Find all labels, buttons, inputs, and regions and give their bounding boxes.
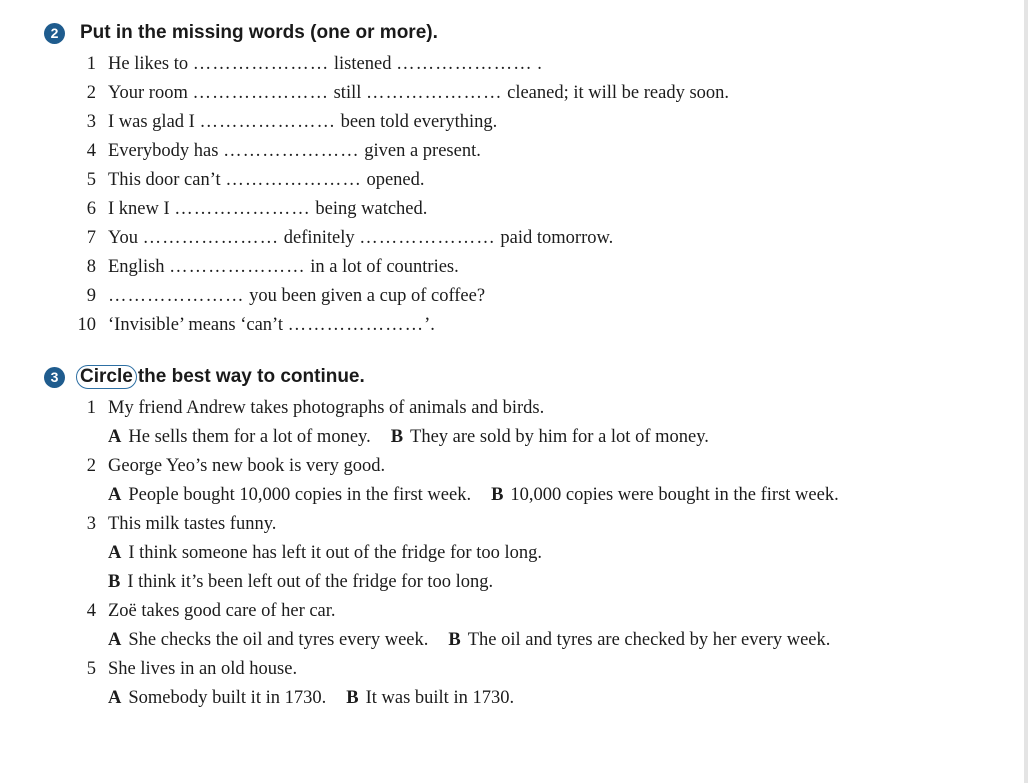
exercise-2-header	[0, 18, 1028, 50]
gapfill-item	[0, 137, 1028, 166]
exercise-3-header	[0, 362, 1028, 394]
sentence-fragment: in a lot of countries.	[305, 257, 459, 277]
sentence-fragment: definitely	[279, 228, 360, 248]
option-letter: A	[108, 485, 122, 505]
sentence-fragment: ’.	[424, 315, 435, 335]
question-prompt: This milk tastes funny.	[108, 514, 277, 534]
answer-option-a[interactable]	[108, 630, 428, 650]
sentence-fragment: Everybody has	[108, 141, 224, 161]
answer-option-b[interactable]	[391, 427, 709, 447]
sentence-fragment: I was glad I	[108, 112, 200, 132]
item-sentence	[108, 50, 542, 79]
sentence-fragment: opened.	[361, 170, 425, 190]
answer-option-a[interactable]	[108, 485, 471, 505]
option-letter: B	[108, 572, 121, 592]
options-row	[0, 626, 1028, 655]
question-prompt: George Yeo’s new book is very good.	[108, 456, 386, 476]
gapfill-item	[0, 311, 1028, 340]
gapfill-item	[0, 224, 1028, 253]
exercise-number-badge: 2	[44, 23, 65, 44]
answer-option-a[interactable]	[108, 688, 326, 708]
option-letter: B	[491, 485, 504, 505]
options-text	[108, 684, 514, 713]
question-prompt: She lives in an old house.	[108, 659, 298, 679]
question-item	[0, 597, 1028, 626]
options-row	[0, 568, 1028, 597]
item-number: 7	[86, 228, 96, 248]
item-sentence	[108, 166, 425, 195]
question-item	[0, 394, 1028, 423]
exercise-3	[0, 362, 1028, 713]
instruction-rest: the best way to continue.	[137, 366, 365, 387]
answer-blank[interactable]: …………………	[169, 257, 306, 277]
options-text	[108, 481, 839, 510]
options-row	[0, 539, 1028, 568]
item-number: 3	[86, 514, 96, 534]
item-sentence	[108, 108, 497, 137]
answer-blank[interactable]: …………………	[192, 83, 329, 103]
option-text: It was built in 1730.	[365, 688, 515, 708]
option-letter: A	[108, 543, 122, 563]
item-number: 2	[86, 456, 96, 476]
option-text: The oil and tyres are checked by her every week.	[467, 630, 831, 650]
item-sentence	[108, 311, 435, 340]
sentence-fragment: ‘Invisible’ means ‘can’t	[108, 315, 288, 335]
answer-blank[interactable]: …………………	[225, 170, 362, 190]
options-row	[0, 423, 1028, 452]
item-number: 5	[86, 659, 96, 679]
answer-blank[interactable]: …………………	[174, 199, 311, 219]
question-item	[0, 655, 1028, 684]
option-text: She checks the oil and tyres every week.	[128, 630, 429, 650]
exercise-instruction	[80, 364, 365, 390]
answer-option-a[interactable]	[108, 427, 371, 447]
gapfill-item	[0, 282, 1028, 311]
item-number: 2	[86, 83, 96, 103]
circled-word: Circle	[76, 365, 137, 389]
answer-option-a[interactable]	[108, 543, 542, 563]
answer-blank[interactable]: …………………	[366, 83, 503, 103]
exercise-instruction: Put in the missing words (one or more).	[80, 22, 438, 43]
answer-option-b[interactable]	[448, 630, 830, 650]
sentence-fragment: being watched.	[310, 199, 428, 219]
question-prompt: Zoë takes good care of her car.	[108, 601, 336, 621]
sentence-fragment: I knew I	[108, 199, 175, 219]
question-prompt: My friend Andrew takes photographs of animals and birds.	[108, 398, 545, 418]
sentence-fragment: .	[532, 54, 542, 74]
answer-blank[interactable]: …………………	[223, 141, 360, 161]
answer-blank[interactable]: …………………	[192, 54, 330, 74]
answer-blank[interactable]: …………………	[287, 315, 425, 335]
answer-blank[interactable]: …………………	[108, 286, 245, 306]
sentence-fragment: cleaned; it will be ready soon.	[502, 83, 730, 103]
answer-blank[interactable]: …………………	[142, 228, 280, 248]
item-number: 10	[77, 315, 96, 335]
option-text: I think someone has left it out of the fridge for too long.	[128, 543, 542, 563]
option-letter: B	[448, 630, 461, 650]
options-text	[108, 626, 830, 655]
item-number: 6	[86, 199, 96, 219]
options-text	[108, 568, 493, 597]
options-row	[0, 481, 1028, 510]
item-number: 1	[86, 398, 96, 418]
gapfill-item	[0, 50, 1028, 79]
answer-blank[interactable]: …………………	[359, 228, 496, 248]
exercise-number-badge: 3	[44, 367, 65, 388]
gapfill-item	[0, 108, 1028, 137]
gapfill-item	[0, 195, 1028, 224]
option-letter: A	[108, 630, 122, 650]
option-text: They are sold by him for a lot of money.	[410, 427, 709, 447]
option-letter: A	[108, 688, 122, 708]
sentence-fragment: given a present.	[359, 141, 481, 161]
item-sentence	[108, 79, 729, 108]
sentence-fragment: you been given a cup of coffee?	[244, 286, 486, 306]
gapfill-item	[0, 79, 1028, 108]
question-item	[0, 452, 1028, 481]
options-text	[108, 423, 709, 452]
sentence-fragment: English	[108, 257, 170, 277]
item-number: 4	[86, 601, 96, 621]
answer-blank[interactable]: …………………	[396, 54, 533, 74]
sentence-fragment: This door can’t	[108, 170, 226, 190]
question-item	[0, 510, 1028, 539]
item-number: 9	[86, 286, 96, 306]
item-number: 5	[86, 170, 96, 190]
option-text: People bought 10,000 copies in the first week.	[128, 485, 472, 505]
sentence-fragment: been told everything.	[335, 112, 498, 132]
item-number: 8	[86, 257, 96, 277]
gapfill-item	[0, 166, 1028, 195]
option-text: I think it’s been left out of the fridge for too long.	[127, 572, 494, 592]
item-sentence	[108, 224, 613, 253]
exercise-2-items	[0, 50, 1028, 340]
options-text	[108, 539, 542, 568]
sentence-fragment: You	[108, 228, 143, 248]
option-text: He sells them for a lot of money.	[128, 427, 371, 447]
answer-blank[interactable]: …………………	[199, 112, 336, 132]
options-row	[0, 684, 1028, 713]
item-sentence	[108, 253, 459, 282]
item-sentence	[108, 282, 485, 311]
option-letter: B	[346, 688, 359, 708]
answer-option-b[interactable]	[346, 688, 514, 708]
sentence-fragment: listened	[329, 54, 397, 74]
sentence-fragment: Your room	[108, 83, 193, 103]
answer-option-b[interactable]	[108, 572, 493, 592]
sentence-fragment: He likes to	[108, 54, 193, 74]
item-number: 3	[86, 112, 96, 132]
option-letter: B	[390, 427, 404, 447]
gapfill-item	[0, 253, 1028, 282]
item-sentence	[108, 195, 427, 224]
exercise-2	[0, 18, 1028, 340]
sentence-fragment: still	[328, 83, 366, 103]
answer-option-b[interactable]	[491, 485, 839, 505]
option-text: 10,000 copies were bought in the first week.	[510, 485, 839, 505]
item-sentence	[108, 137, 481, 166]
item-number: 1	[86, 54, 96, 74]
sentence-fragment: paid tomorrow.	[495, 228, 614, 248]
exercise-3-items	[0, 394, 1028, 713]
option-text: Somebody built it in 1730.	[128, 688, 327, 708]
item-number: 4	[86, 141, 96, 161]
option-letter: A	[108, 427, 122, 447]
